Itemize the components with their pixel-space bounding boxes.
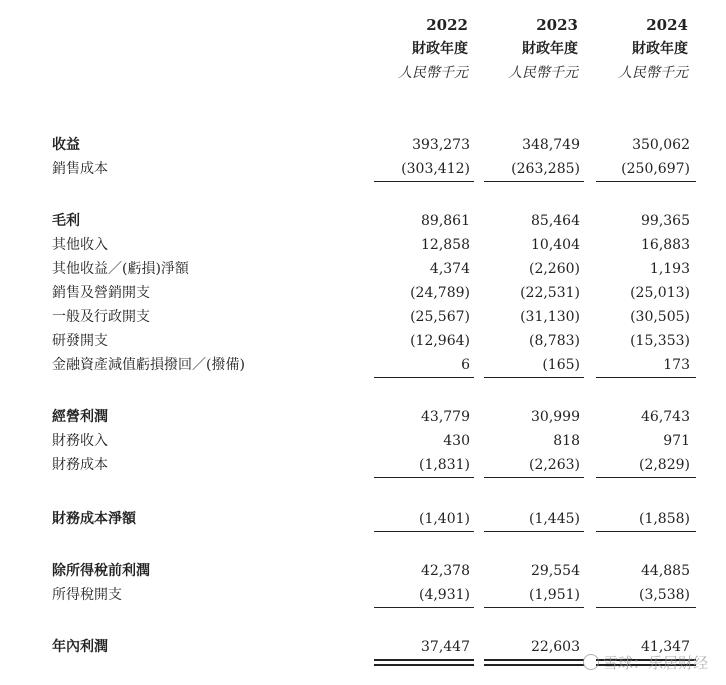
row-label: 一般及行政開支 bbox=[52, 309, 150, 325]
subtotal-rule bbox=[484, 531, 584, 532]
value-2024: 971 bbox=[663, 433, 690, 449]
value-2023: (1,951) bbox=[528, 587, 580, 603]
row-label: 研發開支 bbox=[52, 333, 108, 349]
value-2024: 1,193 bbox=[649, 261, 690, 277]
subtotal-rule bbox=[596, 181, 696, 182]
value-2023: 10,404 bbox=[531, 237, 580, 253]
unit-label: 人民幣千元 bbox=[398, 65, 468, 81]
subtotal-rule bbox=[484, 477, 584, 478]
value-2022: 430 bbox=[443, 433, 470, 449]
value-2022: 6 bbox=[461, 357, 470, 373]
row-label: 銷售成本 bbox=[52, 161, 108, 177]
total-double-rule bbox=[374, 664, 474, 666]
row-label: 所得稅開支 bbox=[52, 587, 122, 603]
total-double-rule bbox=[374, 659, 474, 661]
value-2024: 44,885 bbox=[641, 563, 690, 579]
value-2024: (250,697) bbox=[621, 161, 690, 177]
value-2022: 12,858 bbox=[421, 237, 470, 253]
watermark-text: 雪球：乐居财经 bbox=[602, 654, 708, 672]
value-2022: (1,831) bbox=[418, 457, 470, 473]
row-label: 毛利 bbox=[52, 213, 80, 229]
value-2024: (25,013) bbox=[630, 285, 690, 301]
value-2024: (3,538) bbox=[638, 587, 690, 603]
row-label: 除所得稅前利潤 bbox=[52, 563, 150, 579]
column-header-2022 bbox=[348, 16, 468, 86]
subtotal-rule bbox=[596, 477, 696, 478]
subtotal-rule bbox=[374, 477, 474, 478]
value-2022: 43,779 bbox=[421, 409, 470, 425]
value-2023: (22,531) bbox=[520, 285, 580, 301]
value-2024: 350,062 bbox=[632, 137, 690, 153]
value-2023: (31,130) bbox=[520, 309, 580, 325]
value-2023: 22,603 bbox=[531, 639, 580, 655]
unit-label: 人民幣千元 bbox=[508, 65, 578, 81]
snowball-logo-icon bbox=[583, 654, 599, 670]
value-2022: 89,861 bbox=[421, 213, 470, 229]
value-2022: 393,273 bbox=[412, 137, 470, 153]
subtotal-rule bbox=[374, 377, 474, 378]
value-2022: (4,931) bbox=[418, 587, 470, 603]
value-2022: (1,401) bbox=[418, 511, 470, 527]
watermark bbox=[583, 652, 708, 673]
row-label: 金融資產減值虧損撥回／(撥備) bbox=[52, 357, 245, 373]
row-label: 年內利潤 bbox=[52, 639, 108, 655]
year-label: 2024 bbox=[646, 16, 688, 34]
fiscal-year-label: 財政年度 bbox=[522, 41, 578, 57]
value-2024: (1,858) bbox=[638, 511, 690, 527]
row-label: 經營利潤 bbox=[52, 409, 108, 425]
value-2023: 348,749 bbox=[522, 137, 580, 153]
row-label: 財務成本 bbox=[52, 457, 108, 473]
subtotal-rule bbox=[374, 531, 474, 532]
value-2024: (30,505) bbox=[630, 309, 690, 325]
value-2024: (15,353) bbox=[630, 333, 690, 349]
value-2023: 30,999 bbox=[531, 409, 580, 425]
value-2022: (25,567) bbox=[410, 309, 470, 325]
value-2024: 16,883 bbox=[641, 237, 690, 253]
value-2024: 46,743 bbox=[641, 409, 690, 425]
value-2023: (1,445) bbox=[528, 511, 580, 527]
fiscal-year-label: 財政年度 bbox=[412, 41, 468, 57]
subtotal-rule bbox=[374, 607, 474, 608]
value-2023: 85,464 bbox=[531, 213, 580, 229]
value-2022: (303,412) bbox=[401, 161, 470, 177]
subtotal-rule bbox=[484, 607, 584, 608]
value-2022: 42,378 bbox=[421, 563, 470, 579]
column-header-2023 bbox=[458, 16, 578, 86]
subtotal-rule bbox=[596, 531, 696, 532]
row-label: 財務收入 bbox=[52, 433, 108, 449]
value-2023: (165) bbox=[542, 357, 580, 373]
value-2024: 173 bbox=[663, 357, 690, 373]
row-label: 收益 bbox=[52, 137, 80, 153]
value-2022: (12,964) bbox=[410, 333, 470, 349]
row-label: 財務成本淨額 bbox=[52, 511, 136, 527]
value-2023: 29,554 bbox=[531, 563, 580, 579]
value-2023: 818 bbox=[553, 433, 580, 449]
value-2024: 99,365 bbox=[641, 213, 690, 229]
value-2022: (24,789) bbox=[410, 285, 470, 301]
row-label: 銷售及營銷開支 bbox=[52, 285, 150, 301]
row-label: 其他收益／(虧損)淨額 bbox=[52, 261, 189, 277]
value-2023: (2,260) bbox=[528, 261, 580, 277]
fiscal-year-label: 財政年度 bbox=[632, 41, 688, 57]
subtotal-rule bbox=[484, 377, 584, 378]
unit-label: 人民幣千元 bbox=[618, 65, 688, 81]
subtotal-rule bbox=[596, 607, 696, 608]
subtotal-rule bbox=[596, 377, 696, 378]
total-double-rule bbox=[484, 664, 584, 666]
row-label: 其他收入 bbox=[52, 237, 108, 253]
value-2024: (2,829) bbox=[638, 457, 690, 473]
total-double-rule bbox=[484, 659, 584, 661]
subtotal-rule bbox=[374, 181, 474, 182]
value-2022: 37,447 bbox=[421, 639, 470, 655]
year-label: 2022 bbox=[426, 16, 468, 34]
year-label: 2023 bbox=[536, 16, 578, 34]
value-2023: (8,783) bbox=[528, 333, 580, 349]
value-2022: 4,374 bbox=[429, 261, 470, 277]
value-2024: 41,347 bbox=[641, 639, 690, 655]
value-2023: (2,263) bbox=[528, 457, 580, 473]
subtotal-rule bbox=[484, 181, 584, 182]
value-2023: (263,285) bbox=[511, 161, 580, 177]
column-header-2024 bbox=[568, 16, 688, 86]
